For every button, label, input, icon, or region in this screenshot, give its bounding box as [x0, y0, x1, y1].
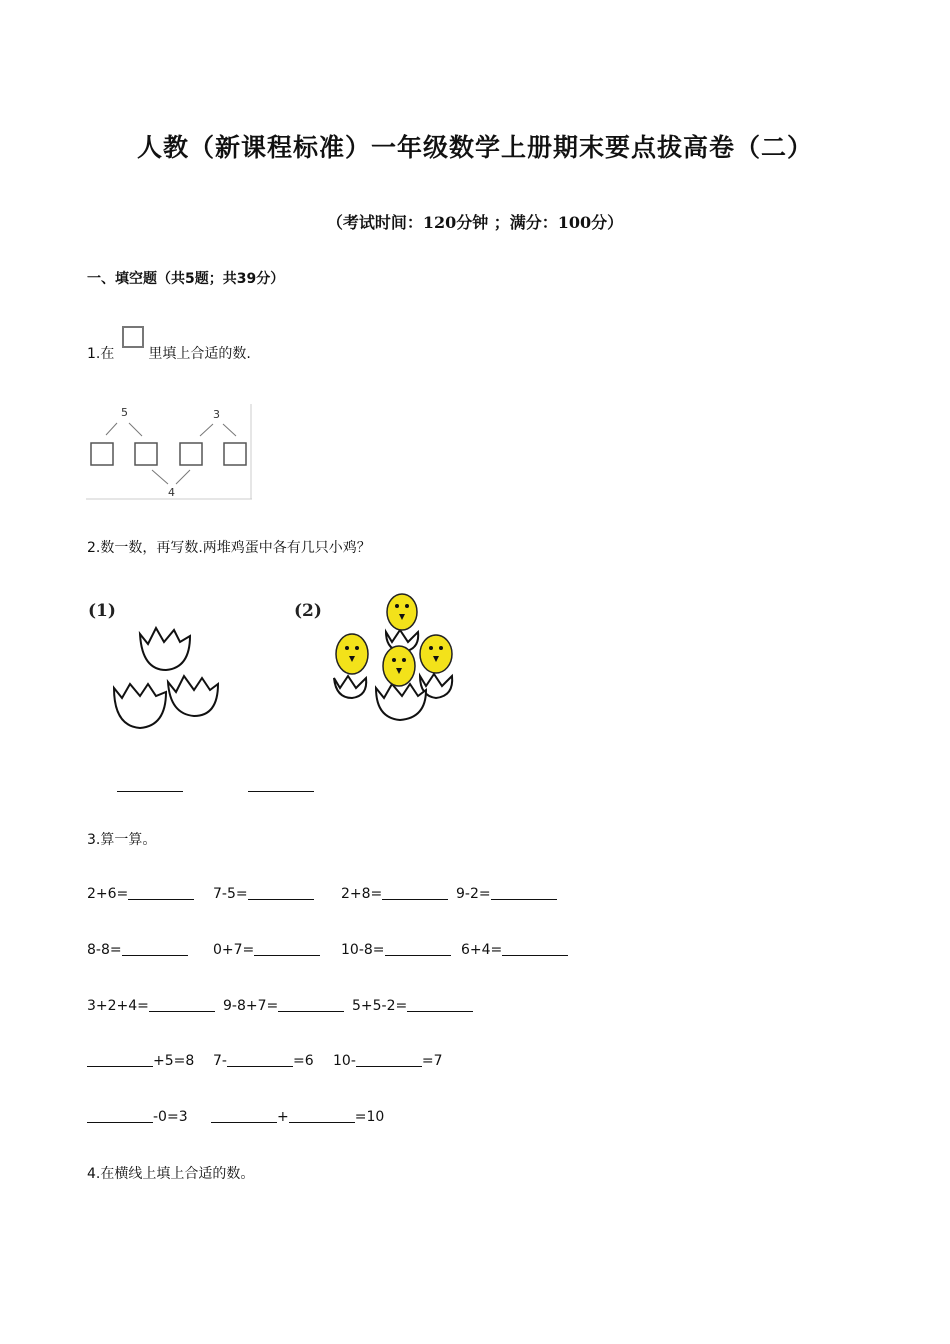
empty-egg-icon: [140, 628, 190, 670]
number-bond-diagram: [86, 402, 252, 500]
diagram-box-3: [180, 443, 202, 465]
calc-row-5: [87, 1108, 787, 1128]
calc-row-1: [87, 885, 787, 905]
calc-expression: 10-8=: [341, 942, 385, 958]
question-3: 3.算一算。: [87, 832, 157, 848]
diagram-bottom-number: 4: [168, 486, 175, 499]
calc-expression: 7-5=: [213, 886, 248, 902]
calc-expression: 2+6=: [87, 886, 129, 902]
section-heading: 一、填空题（共5题；共39分）: [87, 271, 285, 287]
question-4: 4.在横线上填上合适的数。: [87, 1166, 255, 1182]
answer-blank[interactable]: [87, 1108, 153, 1123]
calc-expression: 5+5-2=: [352, 998, 408, 1014]
question-1-prefix: 1.在: [87, 346, 115, 362]
calc-expression: 10-: [333, 1053, 356, 1069]
answer-blank-1[interactable]: [117, 775, 183, 794]
calc-expression: 2+8=: [341, 886, 383, 902]
calc-expression: 8-8=: [87, 942, 122, 958]
calc-expression: =6: [292, 1053, 314, 1069]
chick-eggs-illustration: [86, 592, 466, 732]
answer-blank[interactable]: [502, 941, 568, 956]
answer-blank[interactable]: [122, 941, 188, 956]
answer-blank[interactable]: [248, 885, 314, 900]
calc-expression: +5=8: [153, 1053, 195, 1069]
calc-expression: 6+4=: [461, 942, 503, 958]
question-2: 2.数一数，再写数.两堆鸡蛋中各有几只小鸡？: [87, 540, 371, 556]
calc-row-2: [87, 941, 787, 961]
empty-egg-icon: [114, 684, 166, 728]
diagram-top-right-number: 3: [213, 408, 220, 421]
answer-blank[interactable]: [227, 1052, 293, 1067]
calc-expression: 7-: [213, 1053, 227, 1069]
chick-icon: [420, 635, 452, 698]
calc-row-3: [87, 997, 787, 1017]
picture-label-1: (1): [88, 601, 116, 621]
answer-blank[interactable]: [128, 885, 194, 900]
diagram-top-left-number: 5: [121, 406, 128, 419]
diagram-box-1: [91, 443, 113, 465]
chick-icon: [334, 634, 368, 698]
calc-expression: 0+7=: [213, 942, 255, 958]
answer-blank[interactable]: [278, 997, 344, 1012]
answer-blank[interactable]: [491, 885, 557, 900]
picture-label-2: (2): [294, 601, 322, 621]
question-1-suffix: 里填上合适的数.: [148, 346, 251, 362]
answer-blank[interactable]: [211, 1108, 277, 1123]
calc-expression: 9-8+7=: [223, 998, 279, 1014]
answer-blank-2[interactable]: [248, 775, 314, 794]
empty-box-icon: [122, 326, 144, 348]
question-1: [87, 338, 251, 364]
answer-blank[interactable]: [356, 1052, 422, 1067]
exam-info: （考试时间：120分钟 ；满分：100分）: [326, 213, 624, 232]
diagram-box-2: [135, 443, 157, 465]
chick-icon: [386, 594, 418, 652]
calc-expression: =7: [421, 1053, 443, 1069]
calc-expression: =10: [354, 1109, 385, 1125]
chick-icon: [376, 646, 426, 720]
calc-expression: -0=3: [153, 1109, 188, 1125]
answer-blank[interactable]: [385, 941, 451, 956]
page-title: 人教（新课程标准）一年级数学上册期末要点拔高卷（二）: [136, 133, 813, 162]
empty-egg-icon: [168, 676, 218, 716]
answer-blank[interactable]: [289, 1108, 355, 1123]
answer-blank[interactable]: [382, 885, 448, 900]
calc-expression: +: [277, 1109, 289, 1125]
answer-blank[interactable]: [149, 997, 215, 1012]
calc-expression: 9-2=: [456, 886, 491, 902]
calc-row-4: [87, 1052, 787, 1072]
answer-blank[interactable]: [407, 997, 473, 1012]
answer-blank[interactable]: [87, 1052, 153, 1067]
calc-expression: 3+2+4=: [87, 998, 149, 1014]
diagram-box-4: [224, 443, 246, 465]
answer-blank[interactable]: [254, 941, 320, 956]
